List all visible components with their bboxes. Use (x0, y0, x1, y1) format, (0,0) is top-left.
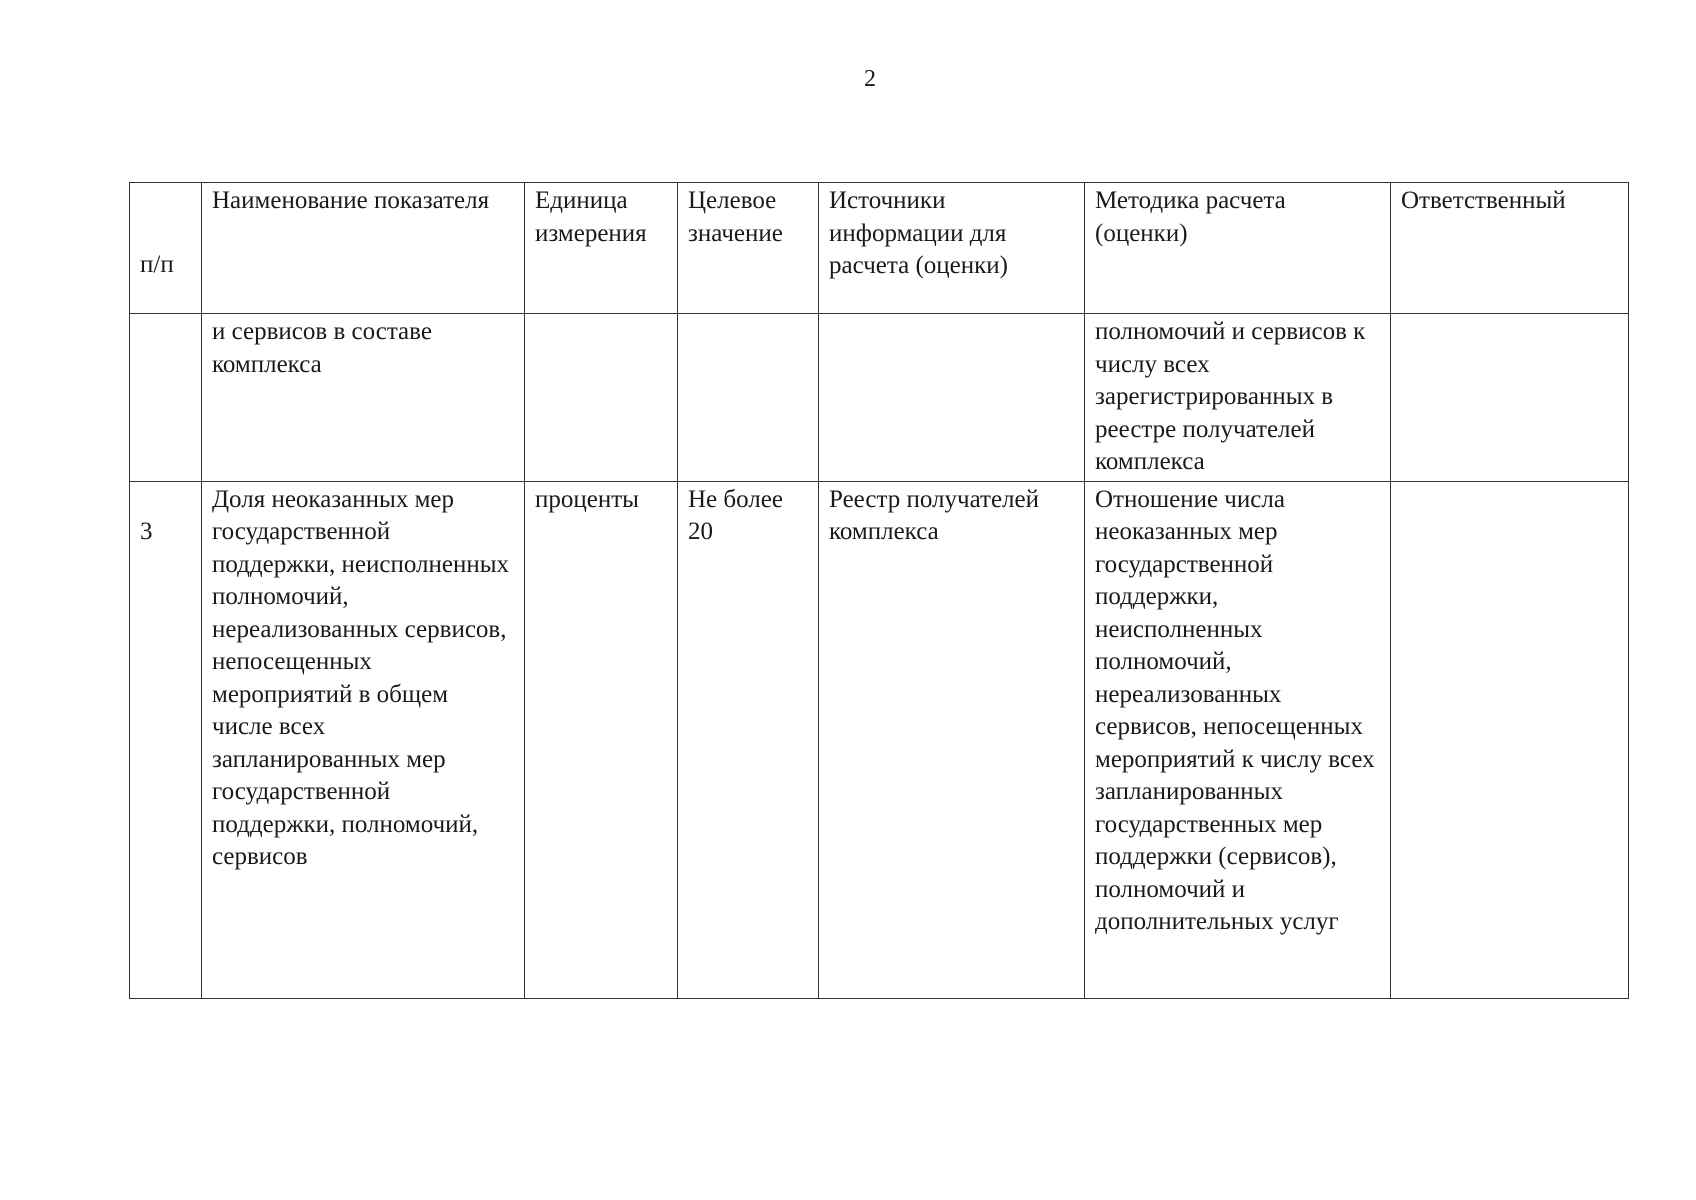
cell-target (678, 314, 819, 482)
header-num: п/п (130, 183, 202, 314)
table-header-row (130, 183, 1629, 314)
indicators-table (129, 182, 1629, 999)
cell-num: 3 (130, 481, 202, 998)
header-responsible: Ответственный (1391, 183, 1629, 314)
cell-responsible (1391, 481, 1629, 998)
cell-num (130, 314, 202, 482)
header-method: Методика расчета (оценки) (1085, 183, 1391, 314)
cell-name: Доля неоказанных мер государственной поддержки, неисполненных полномочий, нереализованных сервисов, непосещенных мероприятий в общем числе всех запланированных мер государственной поддержки, полномочий, сервисов (202, 481, 525, 998)
table-row (130, 481, 1629, 998)
cell-method: Отношение числа неоказанных мер государственной поддержки, неисполненных полномочий, нереализованных сервисов, непосещенных мероприятий к числу всех запланированных государственных мер поддержки (сервисов), полномочий и дополнительных услуг (1085, 481, 1391, 998)
cell-responsible (1391, 314, 1629, 482)
cell-source: Реестр получателей комплекса (819, 481, 1085, 998)
table-row (130, 314, 1629, 482)
cell-name: и сервисов в составе комплекса (202, 314, 525, 482)
cell-unit: проценты (525, 481, 678, 998)
header-name: Наименование показателя (202, 183, 525, 314)
page-number: 2 (864, 66, 876, 92)
cell-source (819, 314, 1085, 482)
cell-method: полномочий и сервисов к числу всех зарегистрированных в реестре получателей комплекса (1085, 314, 1391, 482)
cell-target: Не более 20 (678, 481, 819, 998)
cell-unit (525, 314, 678, 482)
header-source: Источники информации для расчета (оценки) (819, 183, 1085, 314)
header-target: Целевое значение (678, 183, 819, 314)
header-unit: Единица измерения (525, 183, 678, 314)
